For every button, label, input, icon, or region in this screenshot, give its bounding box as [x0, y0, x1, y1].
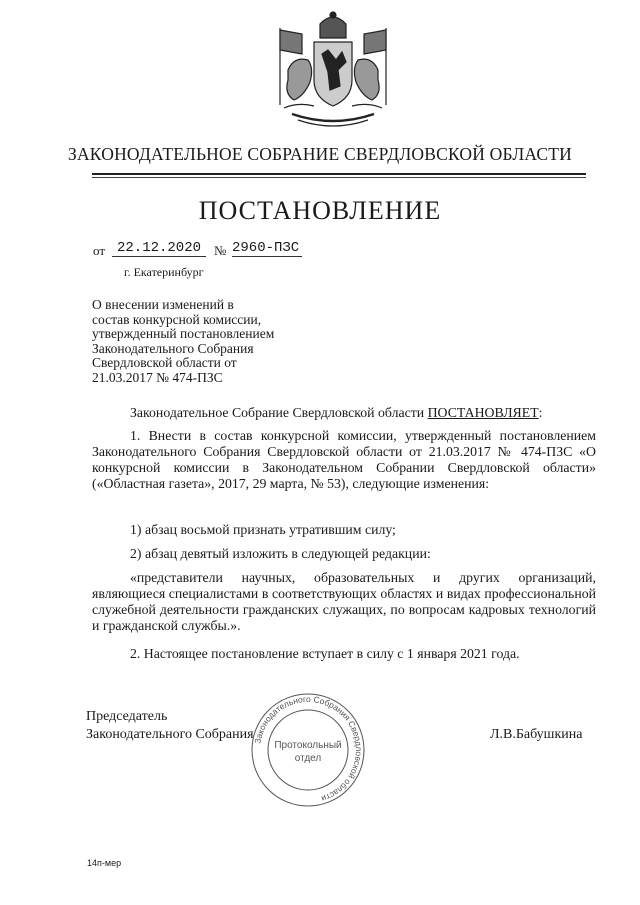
header-rule-thin — [92, 177, 586, 178]
subject-line: Свердловской области от — [92, 355, 237, 370]
item-2: 2. Настоящее постановление вступает в силу с 1 января 2021 года. — [130, 646, 520, 661]
item-1: 1. Внести в состав конкурсной комиссии, утвержденный постановлением Законодательного Собрания Свердловской области от 21.03.2017 № 474-ПЗС «О конкурсной комиссии в Законодательном Собрании Свердловской области» («Областная газета», 2017, 29 марта, № 53), следующие изменения: — [92, 428, 596, 491]
subject-line: утвержденный постановлением — [92, 326, 275, 341]
stamp-ring-text: Законодательного Собрания Свердловской области — [252, 693, 365, 804]
preamble-end: : — [538, 405, 543, 420]
coat-of-arms-emblem — [258, 10, 408, 132]
stamp-center-line: отдел — [294, 753, 322, 764]
organization-name: ЗАКОНОДАТЕЛЬНОЕ СОБРАНИЕ СВЕРДЛОВСКОЙ ОБЛАСТИ — [68, 144, 572, 164]
city: г. Екатеринбург — [124, 265, 204, 279]
registration-date: 22.12.2020 — [112, 240, 206, 257]
item-1-subitem-2: 2) абзац девятый изложить в следующей редакции: — [130, 546, 431, 561]
date-prefix: от — [93, 243, 106, 258]
document-title: ПОСТАНОВЛЕНИЕ — [198, 196, 442, 225]
document-subject — [92, 298, 342, 385]
subject-line: 21.03.2017 № 474-ПЗС — [92, 369, 223, 385]
preamble — [92, 405, 596, 421]
stamp-center-line: Протокольный — [274, 740, 342, 751]
registration-number: 2960-ПЗС — [232, 240, 302, 257]
signatory-title-line: Законодательного Собрания — [86, 727, 254, 742]
signatory-title — [86, 708, 254, 744]
subject-line: Законодательного Собрания — [92, 340, 254, 356]
footer-code: 14п-мер — [87, 858, 122, 868]
signatory-title-line: Председатель — [86, 709, 168, 724]
header-rule-thick — [92, 173, 586, 175]
number-prefix: № — [214, 243, 227, 258]
subject-line: О внесении изменений в — [92, 297, 234, 312]
preamble-verb: ПОСТАНОВЛЯЕТ — [427, 405, 539, 420]
preamble-text: Законодательное Собрание Свердловской области — [130, 405, 428, 420]
signatory-name: Л.В.Бабушкина — [490, 727, 583, 742]
item-1-subitem-1: 1) абзац восьмой признать утратившим силу; — [130, 522, 396, 537]
round-stamp — [248, 690, 368, 810]
subject-line: состав конкурсной комиссии, — [92, 311, 262, 327]
quoted-amendment: «представители научных, образовательных и других организаций, являющиеся специалистами в соответствующих областях и видах профессиональной служебной деятельности гражданских служащих, по вопросам кадровых технологий и гражданской службы.». — [92, 570, 596, 633]
